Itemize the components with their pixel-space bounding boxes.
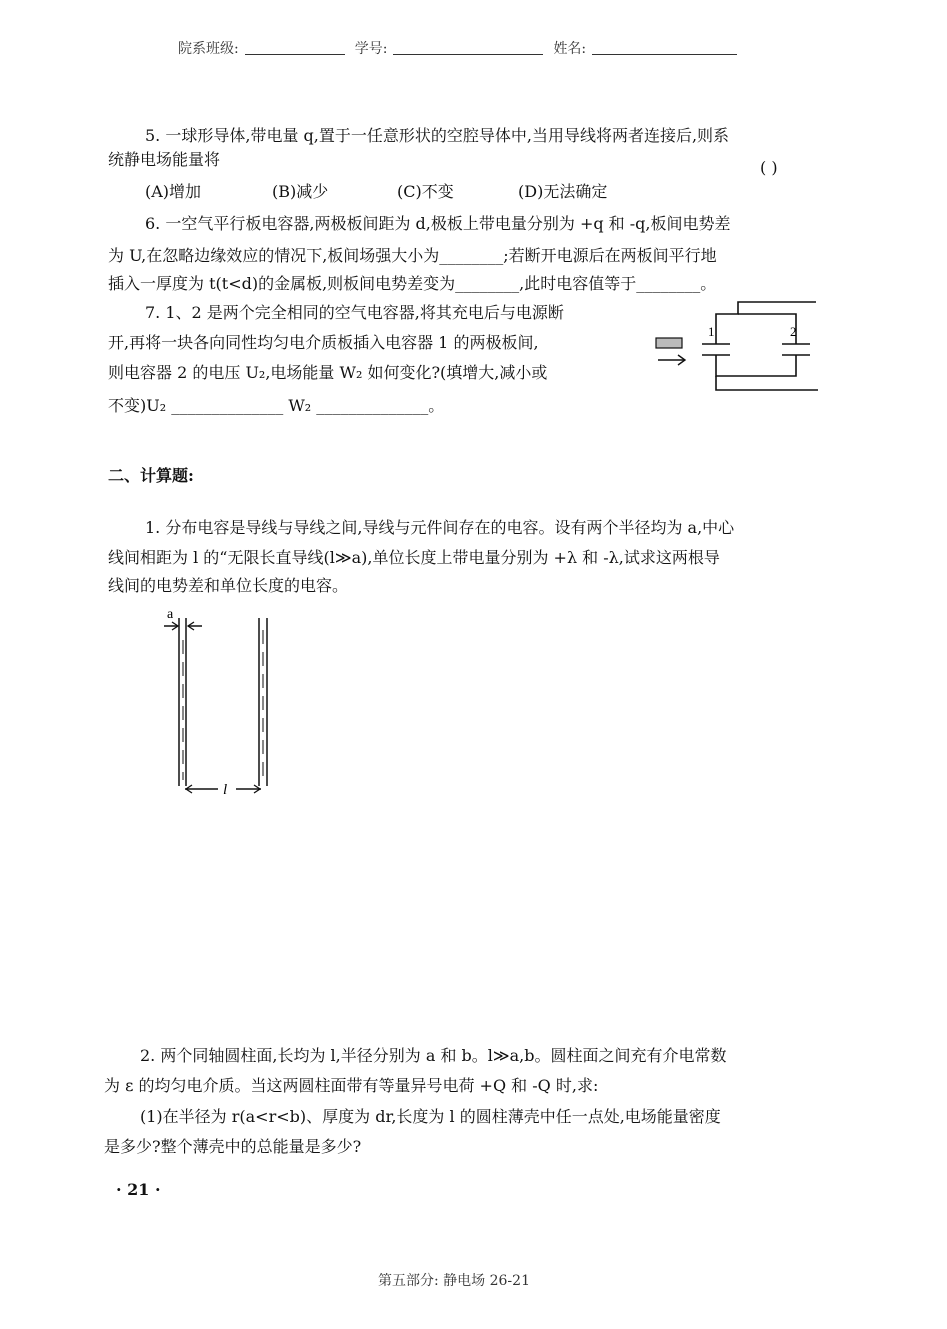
q5-option-a: (A)增加 <box>145 182 202 201</box>
footer: 第五部分: 静电场 26-21 <box>378 1273 530 1289</box>
q5-line-1: 5. 一球形导体,带电量 q,置于一任意形状的空腔导体中,当用导线将两者连接后,则系 <box>145 126 730 145</box>
name-blank[interactable] <box>592 54 737 55</box>
q6-line-3: 插入一厚度为 t(t<d)的金属板,则板间电势差变为________,此时电容值等于________。 <box>108 274 717 293</box>
c2-line-4: 是多少?整个薄壳中的总能量是多少? <box>104 1137 362 1156</box>
header-fields <box>178 38 747 58</box>
name-label: 姓名: <box>553 41 587 57</box>
capacitor-2-label: 2 <box>790 324 797 339</box>
q5-line-2: 统静电场能量将 <box>108 150 221 169</box>
q7-capacitor-diagram <box>648 300 828 400</box>
q7-line-4: 不变)U₂ ______________ W₂ ______________。 <box>108 396 445 415</box>
page-marker: · 21 · <box>116 1180 161 1199</box>
q5-answer-paren[interactable]: ( ) <box>760 158 778 177</box>
c2-line-3: (1)在半径为 r(a<r<b)、厚度为 dr,长度为 l 的圆柱薄壳中任一点处,电场能量密度 <box>140 1107 721 1126</box>
dielectric-slab <box>656 338 682 348</box>
q7-line-1: 7. 1、2 是两个完全相同的空气电容器,将其充电后与电源断 <box>145 303 564 322</box>
c2-line-2: 为 ε 的均匀电介质。当这两圆柱面带有等量异号电荷 +Q 和 -Q 时,求: <box>104 1076 599 1095</box>
c2-line-1: 2. 两个同轴圆柱面,长均为 l,半径分别为 a 和 b。l≫a,b。圆柱面之间充有介电常数 <box>140 1046 727 1065</box>
q6-line-1: 6. 一空气平行板电容器,两极板间距为 d,极板上带电量分别为 +q 和 -q,板间电势差 <box>145 214 731 233</box>
c1-parallel-wires-diagram <box>150 600 290 800</box>
c1-line-2: 线间相距为 l 的“无限长直导线(l≫a),单位长度上带电量分别为 +λ 和 -λ,试求这两根导 <box>108 548 720 567</box>
q6-line-2: 为 U,在忽略边缘效应的情况下,板间场强大小为________;若断开电源后在两板间平行地 <box>108 246 717 265</box>
c1-line-3: 线间的电势差和单位长度的电容。 <box>108 576 349 595</box>
q5-option-c: (C)不变 <box>397 182 454 201</box>
q7-line-2: 开,再将一块各向同性均匀电介质板插入电容器 1 的两极板间, <box>108 333 539 352</box>
class-label: 院系班级: <box>178 41 239 57</box>
q7-line-3: 则电容器 2 的电压 U₂,电场能量 W₂ 如何变化?(填增大,减小或 <box>108 363 548 382</box>
class-blank[interactable] <box>245 54 345 55</box>
student-id-label: 学号: <box>354 41 388 57</box>
student-id-blank[interactable] <box>393 54 543 55</box>
distance-l-label: l <box>223 782 228 798</box>
section-2-title: 二、计算题: <box>108 466 194 485</box>
capacitor-1-label: 1 <box>708 324 715 339</box>
radius-a-label: a <box>167 607 174 622</box>
c1-line-1: 1. 分布电容是导线与导线之间,导线与元件间存在的电容。设有两个半径均为 a,中心 <box>145 518 735 537</box>
q5-option-b: (B)减少 <box>272 182 329 201</box>
q5-option-d: (D)无法确定 <box>518 182 608 201</box>
